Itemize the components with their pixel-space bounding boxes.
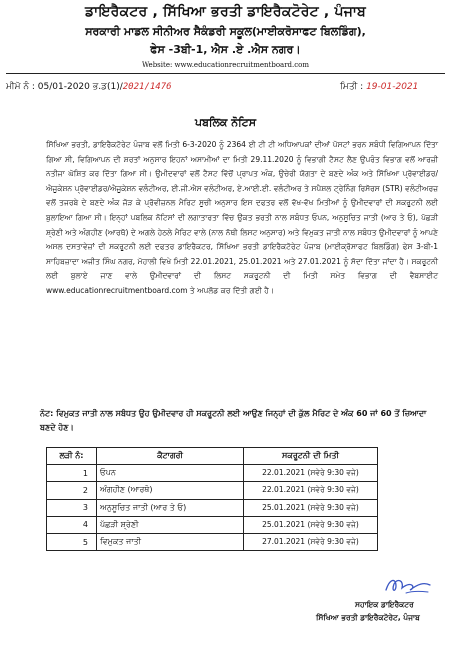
cell-category: ਅਨੁਸੂਚਿਤ ਜਾਤੀ (ਆਰ ਤੇ ਓ) xyxy=(97,499,244,516)
cell-category: ਅੰਗਹੀਣ (ਆਰਥੋ) xyxy=(97,482,244,499)
letterhead-divider xyxy=(6,73,445,74)
memo-handwritten-date: 19-01-2021 xyxy=(366,82,419,92)
letterhead-title: ਡਾਇਰੈਕਟਰ , ਸਿੱਖਿਆ ਭਰਤੀ ਡਾਇਰੈਕਟੋਰੇਟ , ਪੰਜਾਬ xyxy=(85,4,366,20)
letterhead-address-line2: ਫੇਸ -3ਬੀ-1, ਐਸ .ਏ .ਐਸ ਨਗਰ। xyxy=(150,43,301,56)
cell-scrutiny-date: 22.01.2021 (ਸਵੇਰੇ 9:30 ਵਜੇ) xyxy=(244,482,378,499)
cell-serial-no: 3 xyxy=(47,499,97,516)
header-category: ਕੈਟਾਗਰੀ xyxy=(97,448,244,465)
cell-serial-no: 4 xyxy=(47,516,97,533)
cell-category: ਪੱਛੜੀ ਸ਼੍ਰੇਣੀ xyxy=(97,516,244,533)
table-row xyxy=(47,465,378,482)
cell-category: ਵਿਮੁਕਤ ਜਾਤੀ xyxy=(97,533,244,550)
signatory-designation: ਸਹਾਇਕ ਡਾਇਰੈਕਟਰ xyxy=(355,600,414,609)
cell-scrutiny-date: 25.01.2021 (ਸਵੇਰੇ 9:30 ਵਜੇ) xyxy=(244,499,378,516)
table-row xyxy=(47,516,378,533)
memo-prefix: ਮੀਮੋ ਨੰ : 05/01-2020 ਭ.ਡ(1)/ xyxy=(6,82,123,92)
notice-body-paragraph: ਸਿੱਖਿਆ ਭਰਤੀ, ਡਾਇਰੈਕਟੋਰੇਟ ਪੰਜਾਬ ਵਲੋਂ ਮਿਤੀ 6-3-2020 ਨੂੰ 2364 ਈ ਟੀ ਟੀ ਅਧਿਆਪਕਾਂ ਦੀਆਂ ਪੋਸਟਾਂ ਭਰਨ ਸਬੰਧੀ ਵਿਗਿਆਪਨ ਦਿੱਤਾ ਗਿਆ ਸੀ, ਵਿਗਿਆਪਨ ਦੀ ਸ਼ਰਤਾਂ ਅਨੁਸਾਰ ਇਹਨਾਂ ਅਸਾਮੀਆਂ ਦਾ ਮਿਤੀ 29.11.2020 ਨੂੰ ਵਿਭਾਗੀ ਟੈਸਟ ਲੈਣ ਉਪਰੰਤ ਵਿਭਾਗ ਵਲੋਂ ਆਰਜ਼ੀ ਨਤੀਜਾ ਘੋਸ਼ਿਤ ਕਰ ਦਿੱਤਾ ਗਿਆ ਸੀ। ਉਮੀਦਵਾਰਾਂ ਵਲੋਂ ਟੈਸਟ ਵਿੱਚੋਂ ਪ੍ਰਾਪਤ ਅੰਕ, ਉਚੇਰੀ ਯੋਗਤਾ ਦੇ ਬਣਦੇ ਅੰਕ ਅਤੇ ਸਿੱਖਿਆ ਪ੍ਰੋਵਾਈਡਰ/ਐਜੂਕੇਸ਼ਨ ਪ੍ਰੋਵਾਈਡਰ/ਐਜੂਕੇਸ਼ਨ ਵਲੰਟੀਅਰ, ਈ.ਜੀ.ਐਸ ਵਲੰਟੀਅਰ, ਏ.ਆਈ.ਈ. ਵਲੰਟੀਅਰ ਤੇ ਸਪੈਸ਼ਲ ਟ੍ਰੇਨਿੰਗ ਰਿਸੋਰਸ (STR) ਵਲੰਟੀਅਰਜ਼ ਵਲੋਂ ਤਜਰਬੇ ਦੇ ਬਣਦੇ ਅੰਕ ਜੋੜ ਕੇ ਪ੍ਰੋਵੀਜ਼ਨਲ ਮੈਰਿਟ ਸੂਚੀ ਅਨੁਸਾਰ ਇਸ ਦਫਤਰ ਵਲੋਂ ਵੱਖ-ਵੱਖ ਮਿਤੀਆਂ ਨੂੰ ਉਮੀਦਵਾਰਾਂ ਦੀ ਸਕਰੂਟਨੀ ਲਈ ਬੁਲਾਇਆ ਗਿਆ ਸੀ। ਇਨ੍ਹਾਂ ਪਬਲਿਕ ਨੋਟਿਸਾਂ ਦੀ ਲਗਾਤਾਰਤਾ ਵਿੱਚ ਉਕਤ ਭਰਤੀ ਨਾਲ ਸਬੰਧਤ ਓਪਨ, ਅਨੁਸੂਚਿਤ ਜਾਤੀ (ਆਰ ਤੇ ਓ), ਪੱਛੜੀ ਸ਼੍ਰੇਣੀ ਅਤੇ ਅੰਗਹੀਣ (ਆਰਥੋ) ਦੇ ਅਗਲੇ ਹੇਠਲੇ ਮੈਰਿਟ ਵਾਲੇ (ਨਾਲ ਨੱਥੀ ਲਿਸਟ ਅਨੁਸਾਰ) ਅਤੇ ਵਿਮੁਕਤ ਜਾਤੀ ਨਾਲ ਸਬੰਧਤ ਉਮੀਦਵਾਰਾਂ ਨੂੰ ਆਪਣੇ ਅਸਲ ਦਸਤਾਵੇਜ਼ਾਂ ਦੀ ਸਕਰੂਟਨੀ ਲਈ ਦਫਤਰ ਡਾਇਰੈਕਟਰ, ਸਿੱਖਿਆ ਭਰਤੀ ਡਾਇਰੈਕਟੋਰੇਟ ਪੰਜਾਬ (ਮਾਈਕ੍ਰੋਸਾਫਟ ਬਿਲਡਿੰਗ) ਫੇਸ 3-ਬੀ-1 ਸਾਹਿਬਜ਼ਾਦਾ ਅਜੀਤ ਸਿੰਘ ਨਗਰ, ਮੋਹਾਲੀ ਵਿਖੇ ਮਿਤੀ 22.01.2021, 25.01.2021 ਅਤੇ 27.01.2021 ਨੂੰ ਸੱਦਾ ਦਿੱਤਾ ਜਾਂਦਾ ਹੈ। ਸਕਰੂਟਨੀ ਲਈ ਬੁਲਾਏ ਜਾਣ ਵਾਲੇ ਉਮੀਦਵਾਰਾਂ ਦੀ ਲਿਸਟ ਸਕਰੂਟਨੀ ਦੀ ਮਿਤੀ ਸਮੇਤ ਵਿਭਾਗ ਦੀ ਵੈਬਸਾਈਟ www.educationrecruitmentboard.com ਤੇ ਅਪਲੋਡ ਕਰ ਦਿੱਤੀ ਗਈ ਹੈ। xyxy=(46,140,438,295)
scrutiny-schedule-table xyxy=(46,447,378,551)
cell-scrutiny-date: 25.01.2021 (ਸਵੇਰੇ 9:30 ਵਜੇ) xyxy=(244,516,378,533)
cell-serial-no: 2 xyxy=(47,482,97,499)
notice-title: ਪਬਲਿਕ ਨੋਟਿਸ xyxy=(194,116,257,129)
table-row xyxy=(47,499,378,516)
cell-serial-no: 5 xyxy=(47,533,97,550)
letterhead-website: Website: www.educationrecruitmentboard.com xyxy=(141,61,310,69)
memo-date xyxy=(340,82,418,92)
header-serial-no: ਲੜੀ ਨੰ: xyxy=(47,448,97,465)
table-row xyxy=(47,482,378,499)
handwritten-signature xyxy=(382,574,434,596)
letterhead-address-line1: ਸਰਕਾਰੀ ਮਾਡਲ ਸੀਨੀਅਰ ਸੈਕੰਡਰੀ ਸਕੂਲ(ਮਾਈਕਰੋਸਾਫਟ ਬਿਲਡਿੰਗ), xyxy=(85,25,366,38)
notice-note: ਨੋਟ: ਵਿਮੁਕਤ ਜਾਤੀ ਨਾਲ ਸਬੰਧਤ ਉਹ ਉਮੀਦਵਾਰ ਹੀ ਸਕਰੂਟਨੀ ਲਈ ਆਉਣ ਜਿਨ੍ਹਾਂ ਦੀ ਕੁੱਲ ਮੈਰਿਟ ਦੇ ਅੰਕ 60 ਜਾਂ 60 ਤੋਂ ਜ਼ਿਆਦਾ ਬਣਦੇ ਹੋਣ। xyxy=(40,409,427,432)
cell-scrutiny-date: 22.01.2021 (ਸਵੇਰੇ 9:30 ਵਜੇ) xyxy=(244,465,378,482)
memo-number xyxy=(6,82,172,92)
memo-date-label: ਮਿਤੀ : xyxy=(340,82,364,92)
header-scrutiny-date: ਸਕਰੂਟਨੀ ਦੀ ਮਿਤੀ xyxy=(244,448,378,465)
memo-handwritten-number: 2021/1476 xyxy=(122,82,172,92)
cell-scrutiny-date: 27.01.2021 (ਸਵੇਰੇ 9:30 ਵਜੇ) xyxy=(244,533,378,550)
signatory-office: ਸਿੱਖਿਆ ਭਰਤੀ ਡਾਇਰੈਕਟੋਰੇਟ, ਪੰਜਾਬ xyxy=(316,613,420,622)
table-header-row xyxy=(47,448,378,465)
table-row xyxy=(47,533,378,550)
cell-category: ਓਪਨ xyxy=(97,465,244,482)
cell-serial-no: 1 xyxy=(47,465,97,482)
